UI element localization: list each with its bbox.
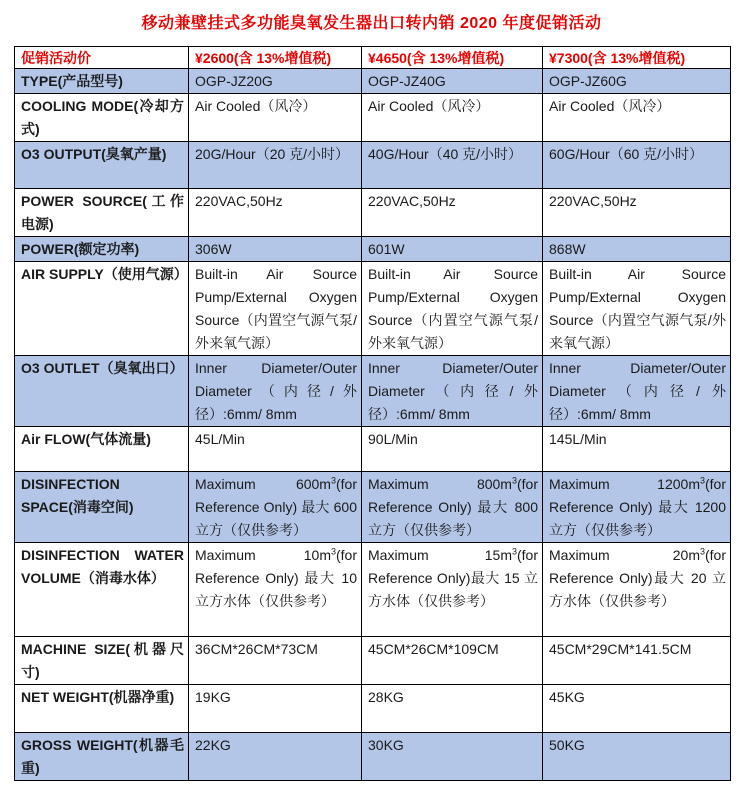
row-label-cell: Air FLOW(气体流量) <box>15 427 189 472</box>
row-label-cell: POWER SOURCE(工作电源) <box>15 189 189 237</box>
value-cell: 306W <box>189 237 362 262</box>
value-cell: 36CM*26CM*73CM <box>189 637 362 685</box>
row-label-cell: NET WEIGHT(机器净重) <box>15 685 189 733</box>
value-cell: OGP-JZ40G <box>362 69 543 94</box>
row-label-cell: POWER(额定功率) <box>15 237 189 262</box>
value-cell: Maximum $1200m^3(for$ Reference Only) 最大 1200 立方（仅供参考） <box>543 472 731 543</box>
value-cell: 45KG <box>543 685 731 733</box>
value-cell: 868W <box>543 237 731 262</box>
header-label-cell: 促销活动价 <box>15 47 189 69</box>
value-cell: Maximum $20m^3(for$ Reference Only)最大 20 立方水体（仅供参考） <box>543 543 731 637</box>
value-cell: 220VAC,50Hz <box>543 189 731 237</box>
row-label-cell: O3 OUTPUT(臭氧产量) <box>15 142 189 189</box>
value-cell: 145L/Min <box>543 427 731 472</box>
value-cell: Built-in Air Source Pump/External Oxygen Source（内置空气源气泵/外来氧气源） <box>189 262 362 356</box>
row-label-cell: O3 OUTLET（臭氧出口） <box>15 356 189 427</box>
table-row <box>15 637 731 685</box>
table-row <box>15 94 731 142</box>
value-cell: Built-in Air Source Pump/External Oxygen Source（内置空气源气泵/外来氧气源） <box>543 262 731 356</box>
table-row <box>15 356 731 427</box>
row-label-cell: TYPE(产品型号) <box>15 69 189 94</box>
value-cell: 22KG <box>189 733 362 781</box>
value-cell: 220VAC,50Hz <box>362 189 543 237</box>
value-cell: Built-in Air Source Pump/External Oxygen Source（内置空气源气泵/外来氧气源） <box>362 262 543 356</box>
value-cell: Inner Diameter/Outer Diameter（内径/外径）:6mm/ 8mm <box>543 356 731 427</box>
value-cell: 220VAC,50Hz <box>189 189 362 237</box>
value-cell: OGP-JZ20G <box>189 69 362 94</box>
value-cell: Inner Diameter/Outer Diameter（内径/外径）:6mm/ 8mm <box>362 356 543 427</box>
value-cell: 45L/Min <box>189 427 362 472</box>
value-cell: 90L/Min <box>362 427 543 472</box>
header-price-cell: ¥4650(含 13%增值税) <box>362 47 543 69</box>
table-row <box>15 189 731 237</box>
value-cell: Inner Diameter/Outer Diameter（内径/外径）:6mm/ 8mm <box>189 356 362 427</box>
table-row <box>15 237 731 262</box>
page-title: 移动兼壁挂式多功能臭氧发生器出口转内销 2020 年度促销活动 <box>141 15 602 32</box>
table-row <box>15 733 731 781</box>
value-cell: Air Cooled（风冷） <box>543 94 731 142</box>
table-row <box>15 69 731 94</box>
value-cell: 20G/Hour（20 克/小时） <box>189 142 362 189</box>
value-cell: 28KG <box>362 685 543 733</box>
row-label-cell: MACHINE SIZE(机器尺寸) <box>15 637 189 685</box>
value-cell: 30KG <box>362 733 543 781</box>
value-cell: Air Cooled（风冷） <box>189 94 362 142</box>
table-row <box>15 262 731 356</box>
row-label-cell: DISINFECTION WATER VOLUME（消毒水体） <box>15 543 189 637</box>
value-cell: 45CM*29CM*141.5CM <box>543 637 731 685</box>
header-price-cell: ¥7300(含 13%增值税) <box>543 47 731 69</box>
value-cell: Maximum $15m^3(for$ Reference Only)最大 15 立方水体（仅供参考） <box>362 543 543 637</box>
value-cell: Air Cooled（风冷） <box>362 94 543 142</box>
table-header-row <box>15 47 731 69</box>
value-cell: Maximum $10m^3(for$ Reference Only) 最大 10 立方水体（仅供参考） <box>189 543 362 637</box>
value-cell: 601W <box>362 237 543 262</box>
value-cell: Maximum $800m^3(for$ Reference Only) 最大 800 立方（仅供参考） <box>362 472 543 543</box>
value-cell: 19KG <box>189 685 362 733</box>
table-row <box>15 142 731 189</box>
table-row <box>15 427 731 472</box>
row-label-cell: GROSS WEIGHT(机器毛重) <box>15 733 189 781</box>
table-row <box>15 543 731 637</box>
row-label-cell: DISINFECTION SPACE(消毒空间) <box>15 472 189 543</box>
value-cell: 60G/Hour（60 克/小时） <box>543 142 731 189</box>
spec-table <box>14 46 731 781</box>
value-cell: 45CM*26CM*109CM <box>362 637 543 685</box>
table-row <box>15 472 731 543</box>
value-cell: 40G/Hour（40 克/小时） <box>362 142 543 189</box>
value-cell: 50KG <box>543 733 731 781</box>
row-label-cell: AIR SUPPLY（使用气源） <box>15 262 189 356</box>
header-price-cell: ¥2600(含 13%增值税) <box>189 47 362 69</box>
value-cell: OGP-JZ60G <box>543 69 731 94</box>
table-row <box>15 685 731 733</box>
row-label-cell: COOLING MODE(冷却方式) <box>15 94 189 142</box>
value-cell: Maximum $600m^3(for$ Reference Only) 最大 600 立方（仅供参考） <box>189 472 362 543</box>
